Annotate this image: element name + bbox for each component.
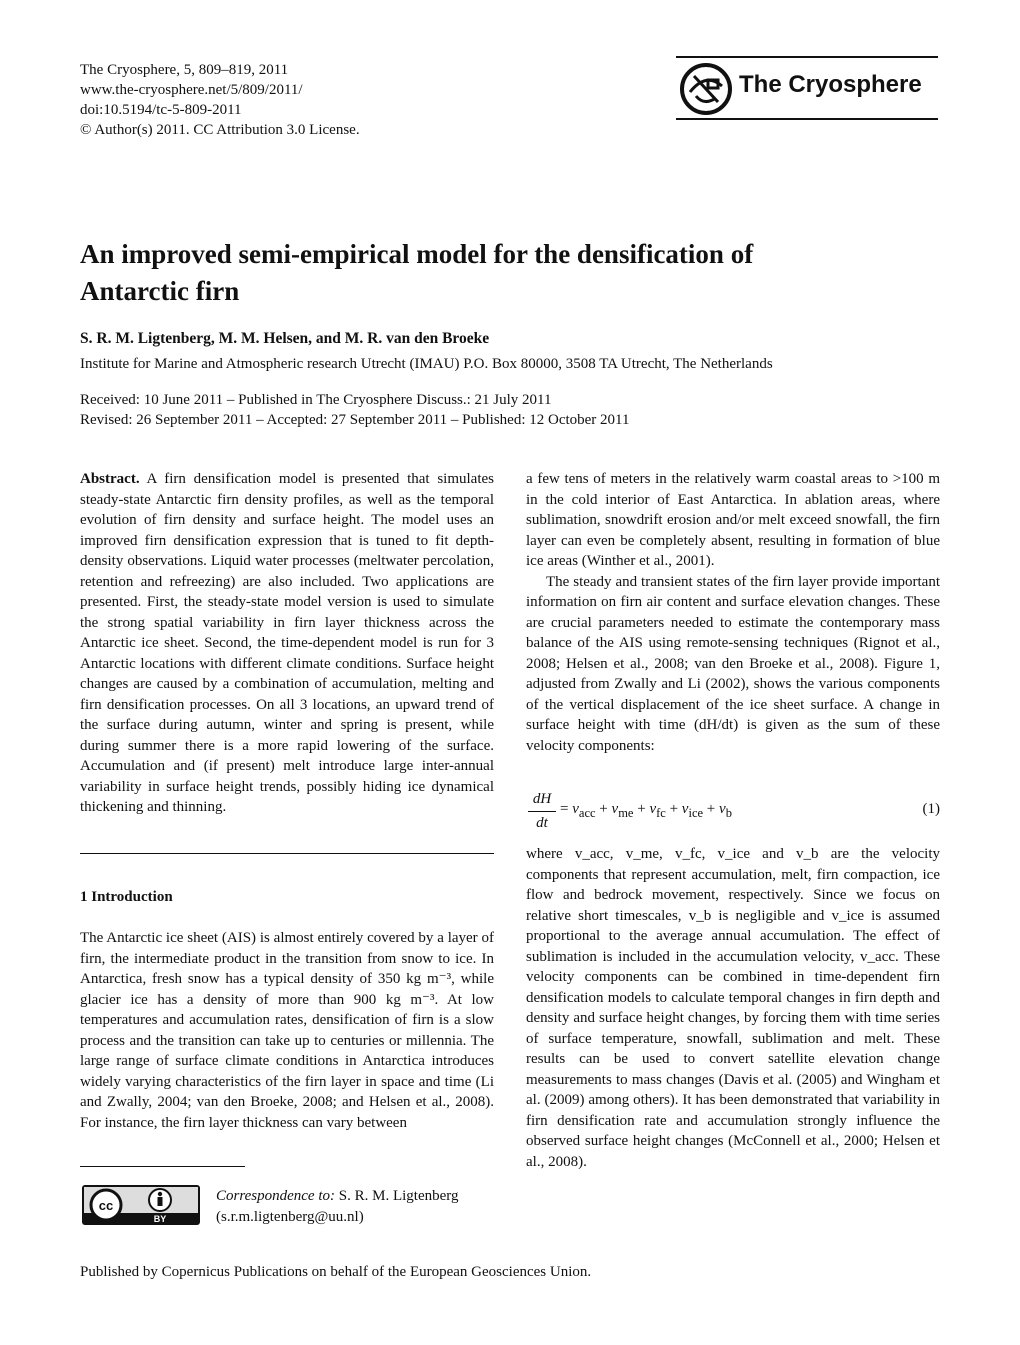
abstract-label: Abstract. xyxy=(80,471,140,487)
svg-text:cc: cc xyxy=(98,1198,114,1213)
abstract xyxy=(80,469,494,818)
paper-title: An improved semi-empirical model for the densification of Antarctic firn xyxy=(80,239,754,306)
cc-by-license-icon[interactable] xyxy=(82,1185,200,1225)
intro-paragraph-1-cont: a few tens of meters in the relatively warm coastal areas to >100 m in the cold interior of East Antarctica. In ablation areas, where sublimation, snowdrift erosion and/or melt exceed snowfall, the firn layer can even be completely absent, resulting in formation of blue ice areas (Winther et al., 2001). xyxy=(526,471,940,569)
svg-text:BY: BY xyxy=(153,1214,167,1224)
journal-logo xyxy=(676,56,938,122)
journal-url[interactable]: www.the-cryosphere.net/5/809/2011/ xyxy=(80,82,303,98)
journal-line: The Cryosphere, 5, 809–819, 2011 xyxy=(80,62,289,78)
correspondence-name: S. R. M. Ligtenberg xyxy=(338,1188,459,1204)
correspondence-label: Correspondence to: xyxy=(216,1188,336,1204)
correspondence-email[interactable]: (s.r.m.ligtenberg@uu.nl) xyxy=(216,1209,364,1225)
publisher-footer: Published by Copernicus Publications on behalf of the European Geosciences Union. xyxy=(80,1264,592,1280)
intro-paragraph-1: The Antarctic ice sheet (AIS) is almost entirely covered by a layer of firn, the intermediate product in the transition from snow to ice. In Antarctica, fresh snow has a typical density of 350 kg m⁻³, while glacier ice has a density of more than 900 kg m⁻³. At low temperatures and accumulation rates, densification of firn is a slow process and the transition can take up to centuries or millennia. The large range of surface climate conditions in Antarctica introduces widely varying characteristics of the firn layer in space and time (Li and Zwally, 2004; van den Broeke, 2008; and Helsen et al., 2008). For instance, the firn layer thickness can vary between xyxy=(80,930,494,1131)
publication-dates: Received: 10 June 2011 – Published in The Cryosphere Discuss.: 21 July 2011 Revised: 26 September 2011 – Accepted: 27 September 2011 – Published: 12 October 2011 xyxy=(80,392,630,428)
equation-1 xyxy=(526,790,940,834)
divider xyxy=(80,853,494,854)
abstract-text: A firn densification model is presented that simulates steady-state Antarctic firn density profiles, as well as the temporal evolution of firn density and surface height. The model uses an improved firn densification expression that is tuned to fit depth-density observations. Liquid water processes (meltwater percolation, retention and refreezing) are also included. Two applications are presented. First, the steady-state model version is used to simulate the strong spatial variability in firn layer thickness across the Antarctic ice sheet. Second, the time-dependent model is run for 3 Antarctic locations with different climate conditions. Surface height changes are caused by a combination of accumulation, melting and firn densification processes. On all 3 locations, an upward trend of the surface during autumn, winter and spring is present, while during summer there is a more rapid lowering of the surface. Accumulation and (if present) melt introduce large inter-annual variability in surface height trends, possibly hiding ice dynamical thickening and thinning. xyxy=(80,471,494,815)
footnote-rule xyxy=(80,1166,245,1167)
intro-right-column xyxy=(526,469,940,756)
doi[interactable]: doi:10.5194/tc-5-809-2011 xyxy=(80,102,242,118)
affiliation: Institute for Marine and Atmospheric research Utrecht (IMAU) P.O. Box 80000, 3508 TA Utrecht, The Netherlands xyxy=(80,356,773,372)
intro-paragraph-2: The steady and transient states of the firn layer provide important information on firn air content and surface elevation changes. These are crucial parameters needed to estimate the contemporary mass balance of the AIS using remote-sensing techniques (Rignot et al., 2008; Helsen et al., 2008; van den Broeke et al., 2008). Figure 1, adjusted from Zwally and Li (2002), shows the various components of the vertical displacement of the ice sheet surface. A change in surface height with time (dH/dt) is given as the sum of these velocity components: xyxy=(526,573,940,754)
journal-meta xyxy=(80,60,360,140)
correspondence xyxy=(216,1186,459,1228)
equation-rhs: = $v_{acc} + v_{me} + v_{fc} + v_{ice} + v_b$ xyxy=(560,801,732,820)
section-heading-introduction: 1 Introduction xyxy=(80,889,173,905)
cryosphere-logo-icon xyxy=(678,62,734,116)
license: © Author(s) 2011. CC Attribution 3.0 License. xyxy=(80,122,360,138)
equation-number: (1) xyxy=(922,801,940,817)
authors: S. R. M. Ligtenberg, M. M. Helsen, and M. R. van den Broeke xyxy=(80,330,490,347)
equation-fraction: dH dt xyxy=(528,790,556,833)
logo-text: The Cryosphere xyxy=(739,71,922,98)
intro-paragraph-3: where v_acc, v_me, v_fc, v_ice and v_b are the velocity components that represent accumulation, melt, firn compaction, ice flow and bedrock movement, respectively. Since we focus on relative short timescales, v_b is negligible and v_ice is assumed proportional to the average annual accumulation. The effect of sublimation is included in the accumulation velocity, v_acc. These velocity components can be combined in time-dependent firn densification models to calculate temporal changes in firn depth and density and surface height changes, by forcing them with time series of surface temperature, snowfall, sublimation and melt. These results can be used to convert satellite elevation change measurements to mass changes (Davis et al. (2005) and Wingham et al. (2009) among others). It has been demonstrated that variability in firn densification rate and accumulation strongly influence the observed surface height changes (McConnell et al., 2000; Helsen et al., 2008). xyxy=(526,846,940,1170)
